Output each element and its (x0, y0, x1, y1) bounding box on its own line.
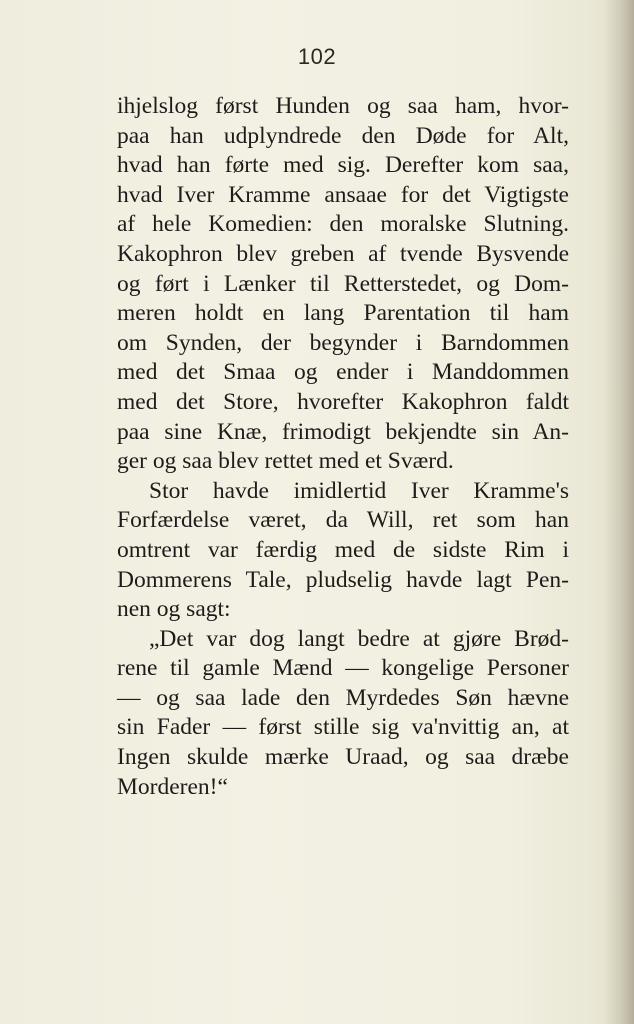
text-line-17: Dommerens Tale, pludselig havde lagt Pen- (117, 566, 569, 593)
text-line-12: paa sine Knæ, frimodigt bekjendte sin An- (117, 418, 569, 445)
page-number: 102 (297, 44, 337, 69)
body-text (117, 92, 569, 802)
text-line-21: — og saa lade den Myrdedes Søn hævne (117, 684, 569, 711)
text-line-9: om Synden, der begynder i Barndommen (117, 329, 569, 356)
text-line-20: rene til gamle Mænd — kongelige Personer (117, 655, 569, 682)
text-line-10: med det Smaa og ender i Manddommen (117, 359, 569, 386)
text-line-1: ihjelslog først Hunden og saa ham, hvor- (117, 93, 569, 119)
text-line-24: Morderen!“ (117, 773, 228, 800)
text-line-15: Forfærdelse været, da Will, ret som han (117, 507, 569, 534)
text-line-8: meren holdt en lang Parentation til ham (117, 300, 569, 327)
text-line-16: omtrent var færdig med de sidste Rim i (117, 536, 569, 563)
text-line-2: paa han udplyndrede den Døde for Alt, (117, 122, 569, 149)
text-line-19: „Det var dog langt bedre at gjøre Brød- (149, 625, 569, 652)
text-line-18: nen og sagt: (117, 596, 231, 623)
text-line-6: Kakophron blev greben af tvende Bysvende (117, 240, 569, 267)
text-line-13: ger og saa blev rettet med et Sværd. (117, 448, 454, 475)
text-line-4: hvad Iver Kramme ansaae for det Vigtigste (117, 181, 569, 208)
text-line-22: sin Fader — først stille sig va'nvittig an, at (117, 714, 569, 741)
text-line-11: med det Store, hvorefter Kakophron faldt (117, 388, 569, 415)
text-line-3: hvad han førte med sig. Derefter kom saa, (117, 152, 569, 179)
text-line-23: Ingen skulde mærke Uraad, og saa dræbe (117, 744, 569, 771)
text-line-5: af hele Komedien: den moralske Slutning. (117, 211, 569, 238)
text-line-7: og ført i Lænker til Retterstedet, og Dom- (117, 270, 569, 297)
text-line-14: Stor havde imidlertid Iver Kramme's (149, 477, 569, 504)
